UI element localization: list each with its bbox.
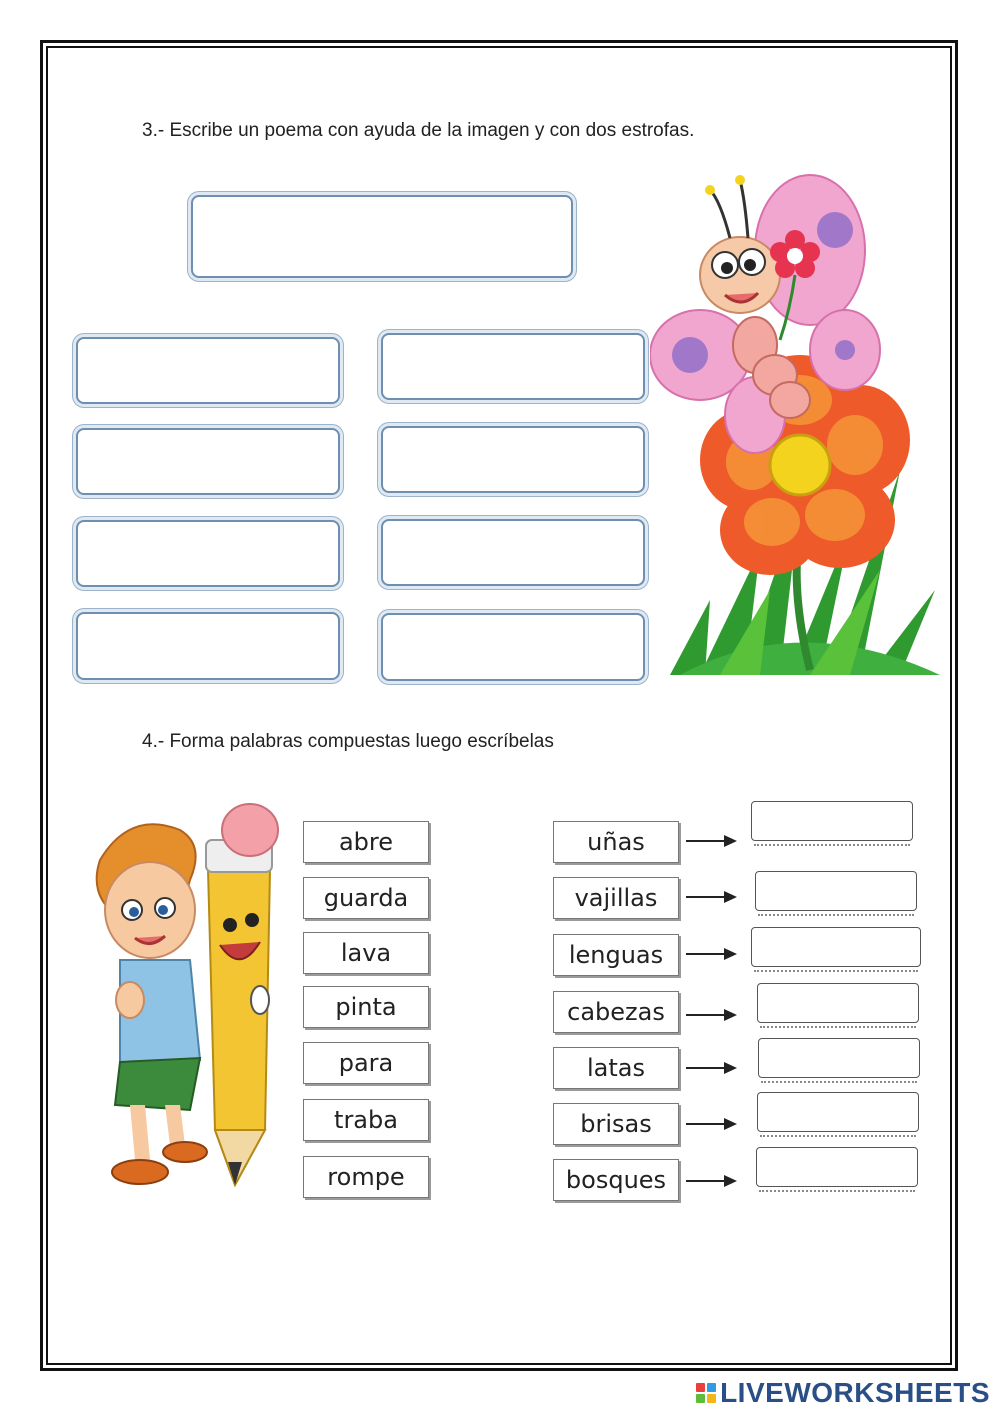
first-word-card[interactable]: abre [303, 821, 429, 863]
second-word-card[interactable]: uñas [553, 821, 679, 863]
first-word-card[interactable]: pinta [303, 986, 429, 1028]
brand-name: LIVEWORKSHEETS [720, 1377, 990, 1408]
logo-icon [696, 1383, 716, 1403]
arrow-right-icon [686, 1061, 738, 1075]
second-word-card[interactable]: brisas [553, 1103, 679, 1145]
first-word-card[interactable]: lava [303, 932, 429, 974]
compound-word-answer[interactable] [756, 1147, 918, 1187]
poem-title-box[interactable] [191, 195, 573, 278]
arrow-right-icon [686, 1174, 738, 1188]
first-word-card[interactable]: guarda [303, 877, 429, 919]
arrow-right-icon [686, 1117, 738, 1131]
second-word-card[interactable]: vajillas [553, 877, 679, 919]
liveworksheets-logo [696, 1377, 990, 1409]
second-word-card[interactable]: latas [553, 1047, 679, 1089]
stanza2-line1-box[interactable] [381, 333, 645, 400]
arrow-right-icon [686, 1008, 738, 1022]
stanza1-line2-box[interactable] [76, 428, 340, 495]
second-word-card[interactable]: lenguas [553, 934, 679, 976]
compound-word-answer[interactable] [751, 801, 913, 841]
stanza1-line3-box[interactable] [76, 520, 340, 587]
second-word-card[interactable]: bosques [553, 1159, 679, 1201]
stanza1-line1-box[interactable] [76, 337, 340, 404]
stanza2-line2-box[interactable] [381, 426, 645, 493]
stanza2-line3-box[interactable] [381, 519, 645, 586]
first-word-card[interactable]: para [303, 1042, 429, 1084]
activity-4-instruction: 4.- Forma palabras compuestas luego escríbelas [142, 731, 554, 752]
stanza1-line4-box[interactable] [76, 612, 340, 680]
first-word-card[interactable]: rompe [303, 1156, 429, 1198]
butterfly-flower-illustration [650, 170, 950, 682]
first-word-card[interactable]: traba [303, 1099, 429, 1141]
second-word-card[interactable]: cabezas [553, 991, 679, 1033]
compound-word-answer[interactable] [751, 927, 921, 967]
stanza2-line4-box[interactable] [381, 613, 645, 681]
arrow-right-icon [686, 947, 738, 961]
compound-word-answer[interactable] [757, 1092, 919, 1132]
arrow-right-icon [686, 834, 738, 848]
compound-word-answer[interactable] [758, 1038, 920, 1078]
compound-word-answer[interactable] [757, 983, 919, 1023]
compound-word-answer[interactable] [755, 871, 917, 911]
boy-with-pencil-illustration [90, 800, 290, 1200]
activity-3-instruction: 3.- Escribe un poema con ayuda de la imagen y con dos estrofas. [142, 120, 695, 141]
arrow-right-icon [686, 890, 738, 904]
